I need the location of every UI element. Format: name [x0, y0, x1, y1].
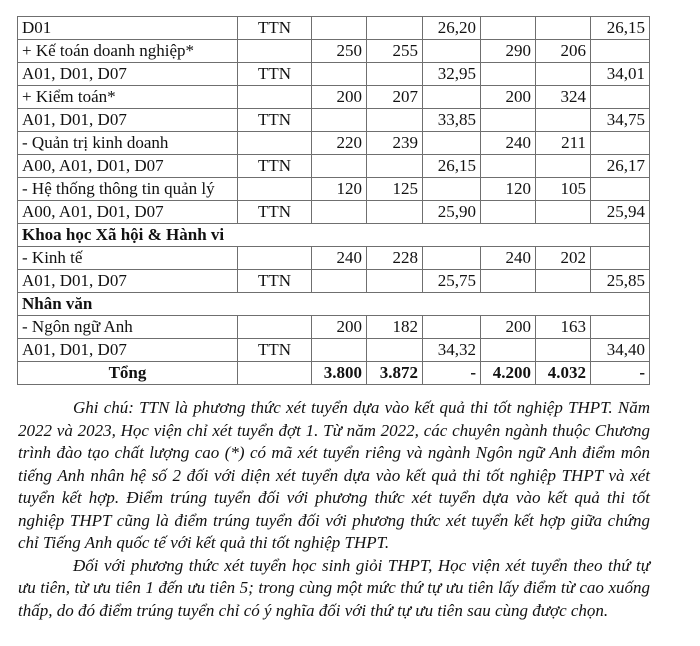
- program-name: - Quản trị kinh doanh: [18, 132, 238, 155]
- subject-combo-row: [18, 63, 650, 86]
- value-cell-c5: 105: [536, 178, 591, 201]
- value-cell-c2: [367, 17, 423, 40]
- value-cell-c1: 200: [312, 86, 367, 109]
- value-cell-c4: 200: [481, 86, 536, 109]
- group-header: Khoa học Xã hội & Hành vi: [18, 224, 650, 247]
- admission-method: TTN: [238, 155, 312, 178]
- subject-combo-row: [18, 270, 650, 293]
- value-cell-c2: [367, 201, 423, 224]
- admission-method: TTN: [238, 339, 312, 362]
- total-label: Tổng: [18, 362, 238, 385]
- value-cell-c3: [423, 40, 481, 63]
- value-cell-c1: [312, 63, 367, 86]
- admission-table-body: [18, 17, 650, 385]
- value-cell-c6: [591, 132, 650, 155]
- value-cell-c2: 125: [367, 178, 423, 201]
- program-name: - Ngôn ngữ Anh: [18, 316, 238, 339]
- value-cell-c5: [536, 63, 591, 86]
- value-cell-c5: 324: [536, 86, 591, 109]
- value-cell-c3: [423, 247, 481, 270]
- value-cell-c5: [536, 155, 591, 178]
- group-header: Nhân văn: [18, 293, 650, 316]
- value-cell-c5: 163: [536, 316, 591, 339]
- program-row: [18, 40, 650, 63]
- value-cell-c4: [481, 339, 536, 362]
- value-cell-c6: [591, 86, 650, 109]
- program-name: + Kế toán doanh nghiệp*: [18, 40, 238, 63]
- group-header-row: [18, 224, 650, 247]
- value-cell-c5: 211: [536, 132, 591, 155]
- value-cell-c4: [481, 270, 536, 293]
- admission-method: [238, 247, 312, 270]
- subject-combo-row: [18, 109, 650, 132]
- value-cell-c2: [367, 339, 423, 362]
- value-cell-c4: [481, 201, 536, 224]
- subject-combo: A00, A01, D01, D07: [18, 155, 238, 178]
- value-cell-c1: 120: [312, 178, 367, 201]
- value-cell-c3: 26,20: [423, 17, 481, 40]
- group-header-row: [18, 293, 650, 316]
- program-name: + Kiểm toán*: [18, 86, 238, 109]
- program-row: [18, 247, 650, 270]
- subject-combo-row: [18, 155, 650, 178]
- subject-combo: D01: [18, 17, 238, 40]
- value-cell-c4: 240: [481, 132, 536, 155]
- value-cell-c5: 202: [536, 247, 591, 270]
- value-cell-c6: 26,15: [591, 17, 650, 40]
- value-cell-c4: [481, 155, 536, 178]
- program-row: [18, 86, 650, 109]
- value-cell-c3: [423, 178, 481, 201]
- value-cell-c6: 26,17: [591, 155, 650, 178]
- value-cell-c2: 239: [367, 132, 423, 155]
- note-paragraph-2: Đối với phương thức xét tuyển học sinh giỏi THPT, Học viện xét tuyển theo thứ tự ưu tiên, từ ưu tiên 1 đến ưu tiên 5; trong cùng một mức thứ tự ưu tiên lấy điểm từ cao xuống thấp, do đó điểm trúng tuyển chỉ có ý nghĩa đối với thứ tự ưu tiên sau cùng được chọn.: [18, 555, 650, 620]
- subject-combo: A01, D01, D07: [18, 339, 238, 362]
- value-cell-c2: 255: [367, 40, 423, 63]
- total-cell-c4: 4.200: [481, 362, 536, 385]
- value-cell-c1: 240: [312, 247, 367, 270]
- value-cell-c3: 25,90: [423, 201, 481, 224]
- total-cell-c2: 3.872: [367, 362, 423, 385]
- program-row: [18, 316, 650, 339]
- subject-combo: A00, A01, D01, D07: [18, 201, 238, 224]
- value-cell-c3: [423, 316, 481, 339]
- admission-method: TTN: [238, 63, 312, 86]
- value-cell-c6: [591, 178, 650, 201]
- program-row: [18, 132, 650, 155]
- admission-method: [238, 86, 312, 109]
- note-section: [18, 397, 650, 622]
- value-cell-c5: [536, 339, 591, 362]
- program-row: [18, 178, 650, 201]
- subject-combo: A01, D01, D07: [18, 63, 238, 86]
- subject-combo-row: [18, 339, 650, 362]
- value-cell-c1: [312, 109, 367, 132]
- total-cell-c1: 3.800: [312, 362, 367, 385]
- total-cell-c3: -: [423, 362, 481, 385]
- value-cell-c2: [367, 109, 423, 132]
- total-row: [18, 362, 650, 385]
- value-cell-c3: 32,95: [423, 63, 481, 86]
- value-cell-c1: [312, 339, 367, 362]
- value-cell-c6: 34,75: [591, 109, 650, 132]
- total-cell-c5: 4.032: [536, 362, 591, 385]
- value-cell-c3: 25,75: [423, 270, 481, 293]
- subject-combo-row: [18, 17, 650, 40]
- value-cell-c3: [423, 86, 481, 109]
- admission-method: TTN: [238, 17, 312, 40]
- value-cell-c2: [367, 270, 423, 293]
- value-cell-c4: 290: [481, 40, 536, 63]
- program-name: - Kinh tế: [18, 247, 238, 270]
- value-cell-c1: [312, 155, 367, 178]
- value-cell-c1: 220: [312, 132, 367, 155]
- value-cell-c2: 228: [367, 247, 423, 270]
- value-cell-c2: [367, 63, 423, 86]
- admission-method: [238, 316, 312, 339]
- value-cell-c1: [312, 201, 367, 224]
- value-cell-c5: [536, 17, 591, 40]
- value-cell-c4: 240: [481, 247, 536, 270]
- value-cell-c1: 200: [312, 316, 367, 339]
- total-cell-c6: -: [591, 362, 650, 385]
- admission-method: TTN: [238, 109, 312, 132]
- value-cell-c5: [536, 109, 591, 132]
- admission-method: [238, 178, 312, 201]
- value-cell-c1: 250: [312, 40, 367, 63]
- value-cell-c1: [312, 17, 367, 40]
- value-cell-c5: 206: [536, 40, 591, 63]
- subject-combo: A01, D01, D07: [18, 270, 238, 293]
- admission-table: [17, 16, 650, 385]
- value-cell-c6: [591, 40, 650, 63]
- value-cell-c4: [481, 63, 536, 86]
- value-cell-c5: [536, 270, 591, 293]
- admission-method: TTN: [238, 201, 312, 224]
- program-name: - Hệ thống thông tin quản lý: [18, 178, 238, 201]
- value-cell-c2: 207: [367, 86, 423, 109]
- subject-combo-row: [18, 201, 650, 224]
- value-cell-c6: [591, 316, 650, 339]
- subject-combo: A01, D01, D07: [18, 109, 238, 132]
- value-cell-c6: [591, 247, 650, 270]
- value-cell-c4: [481, 109, 536, 132]
- note-paragraph-1: Ghi chú: TTN là phương thức xét tuyển dựa vào kết quả thi tốt nghiệp THPT. Năm 2022 và 2023, Học viện chỉ xét tuyển đợt 1. Từ năm 2022, các chuyên ngành thuộc Chương trình đào tạo chất lượng cao (*) có mã xét tuyển riêng và ngành Ngôn ngữ Anh điểm môn tiếng Anh nhân hệ số 2 đối với diện xét tuyển dựa vào kết quả thi tốt nghiệp THPT và xét tuyển kết hợp. Điểm trúng tuyển đối với phương thức xét tuyển dựa vào kết quả thi tốt nghiệp THPT cũng là điểm trúng tuyển đối với phương thức xét tuyển kết hợp giữa chứng chỉ Tiếng Anh quốc tế với kết quả thi tốt nghiệp THPT.: [18, 398, 650, 552]
- value-cell-c6: 34,01: [591, 63, 650, 86]
- value-cell-c5: [536, 201, 591, 224]
- value-cell-c3: [423, 132, 481, 155]
- admission-method: [238, 132, 312, 155]
- value-cell-c2: [367, 155, 423, 178]
- value-cell-c4: [481, 17, 536, 40]
- value-cell-c6: 25,94: [591, 201, 650, 224]
- value-cell-c3: 34,32: [423, 339, 481, 362]
- value-cell-c1: [312, 270, 367, 293]
- value-cell-c4: 200: [481, 316, 536, 339]
- total-method: [238, 362, 312, 385]
- value-cell-c3: 33,85: [423, 109, 481, 132]
- value-cell-c4: 120: [481, 178, 536, 201]
- value-cell-c6: 25,85: [591, 270, 650, 293]
- value-cell-c6: 34,40: [591, 339, 650, 362]
- value-cell-c3: 26,15: [423, 155, 481, 178]
- admission-method: [238, 40, 312, 63]
- admission-method: TTN: [238, 270, 312, 293]
- value-cell-c2: 182: [367, 316, 423, 339]
